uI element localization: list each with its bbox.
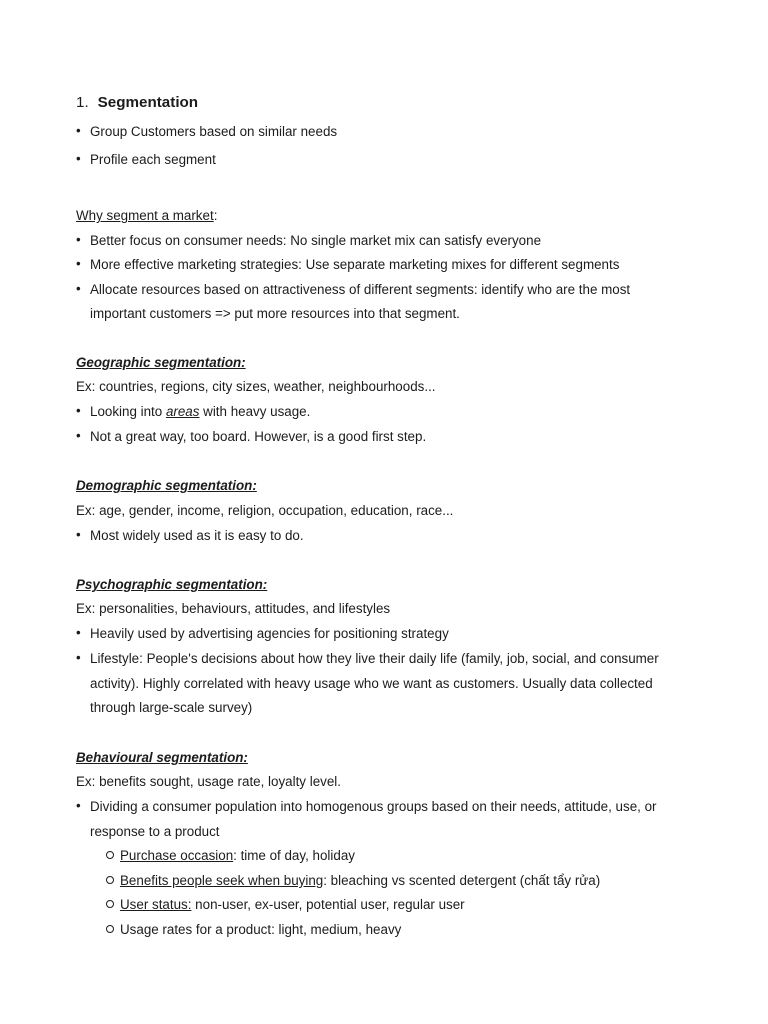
list-item-text: Lifestyle: People's decisions about how they live their daily life (family, job, social, and consumer: [90, 651, 659, 666]
list-item-text: Group Customers based on similar needs: [90, 124, 338, 139]
sub-list-item: [106, 896, 465, 914]
list-item-text: Allocate resources based on attractiveness of different segments: identify who are the most: [90, 282, 631, 297]
why-label: Why segment a market: [76, 208, 214, 223]
behavioural-title: [76, 749, 248, 767]
list-item-continuation: response to a product: [90, 824, 220, 839]
section-subheading: Demographic segmentation:: [76, 478, 257, 493]
why-colon: :: [213, 208, 218, 223]
circle-bullet-icon: [106, 851, 114, 859]
sub-item-label: Benefits people seek when buying: [120, 873, 324, 888]
bullet-glyph: •: [76, 151, 81, 166]
bullet-glyph: •: [76, 798, 81, 813]
sub-list-item: [106, 847, 355, 865]
circle-bullet-icon: [106, 925, 114, 933]
sub-item-text: Usage rates for a product: light, medium, heavy: [120, 922, 402, 937]
bullet-glyph: •: [76, 527, 81, 542]
section-subheading: Behavioural segmentation:: [76, 750, 248, 765]
demographic-examples: Ex: age, gender, income, religion, occupation, education, race...: [76, 503, 454, 518]
bullet-glyph: •: [76, 650, 81, 665]
bullet-glyph: •: [76, 428, 81, 443]
psychographic-title: [76, 576, 267, 594]
section-subheading: Psychographic segmentation:: [76, 577, 268, 592]
heading-number: 1.: [76, 94, 89, 111]
list-item-text: Dividing a consumer population into homogenous groups based on their needs, attitude, use, or: [90, 799, 657, 814]
list-item-text: Profile each segment: [90, 152, 216, 167]
demographic-title: [76, 477, 257, 495]
list-item-continuation: activity). Highly correlated with heavy usage who we want as customers. Usually data collected: [90, 676, 653, 691]
bullet-glyph: •: [76, 403, 81, 418]
list-item-text: Not a great way, too board. However, is a good first step.: [90, 429, 427, 444]
sub-list-item: [106, 872, 600, 890]
why-heading: [76, 207, 217, 225]
bullet-glyph: •: [76, 281, 81, 296]
geographic-title: [76, 354, 246, 372]
list-item-continuation: through large-scale survey): [90, 700, 253, 715]
sub-item-text: : time of day, holiday: [233, 848, 355, 863]
bullet-glyph: •: [76, 232, 81, 247]
behavioural-examples: Ex: benefits sought, usage rate, loyalty level.: [76, 774, 341, 789]
text-fragment: with heavy usage.: [199, 404, 311, 419]
list-item-text: Heavily used by advertising agencies for positioning strategy: [90, 626, 449, 641]
sub-item-text: non-user, ex-user, potential user, regular user: [191, 897, 465, 912]
text-fragment: Looking into: [90, 404, 166, 419]
emphasized-text: areas: [165, 404, 200, 419]
sub-item-text: : bleaching vs scented detergent (chất tẩy rửa): [323, 873, 601, 888]
bullet-glyph: •: [76, 123, 81, 138]
list-item-text: Better focus on consumer needs: No single market mix can satisfy everyone: [90, 233, 542, 248]
bullet-glyph: •: [76, 625, 81, 640]
geographic-examples: Ex: countries, regions, city sizes, weather, neighbourhoods...: [76, 379, 436, 394]
sub-item-label: Purchase occasion: [120, 848, 234, 863]
heading-title: Segmentation: [97, 94, 199, 111]
list-item-continuation: important customers => put more resources into that segment.: [90, 306, 460, 321]
circle-bullet-icon: [106, 876, 114, 884]
sub-list-item: [106, 921, 401, 939]
circle-bullet-icon: [106, 900, 114, 908]
section-subheading: Geographic segmentation:: [76, 355, 246, 370]
section-heading: [76, 94, 198, 111]
list-item-text: More effective marketing strategies: Use separate marketing mixes for different segments: [90, 257, 620, 272]
psychographic-examples: Ex: personalities, behaviours, attitudes, and lifestyles: [76, 601, 391, 616]
sub-item-label: User status:: [120, 897, 192, 912]
list-item-text: Most widely used as it is easy to do.: [90, 528, 304, 543]
bullet-glyph: •: [76, 256, 81, 271]
list-item-text: [90, 403, 310, 421]
